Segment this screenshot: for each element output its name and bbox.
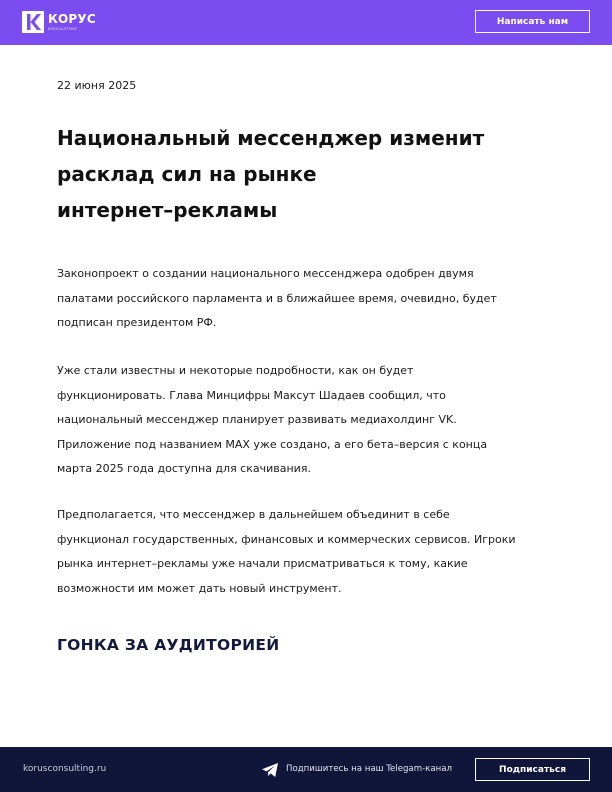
paragraph-line: возможности им может дать новый инструмент.	[57, 581, 342, 595]
contact-us-button[interactable]: Написать нам	[475, 10, 590, 33]
paragraph-line: Предполагается, что мессенджер в дальнейшем объединит в себе	[57, 508, 450, 521]
korus-logo[interactable]	[22, 11, 96, 33]
paragraph-line: функционировать. Глава Минцифры Максут Шадаев сообщил, что	[57, 388, 446, 402]
logo-name: КОРУС	[48, 12, 96, 26]
article-paragraph	[57, 262, 557, 336]
article-paragraph	[57, 503, 557, 601]
telegram-subscribe-text[interactable]: Подпишитесь на наш Telegam-канал	[286, 764, 453, 774]
title-line: интернет–рекламы	[57, 198, 278, 222]
paragraph-line: Уже стали известны и некоторые подробности, как он будет	[57, 364, 414, 377]
article-title	[57, 120, 557, 228]
title-line: расклад сил на рынке	[57, 162, 317, 186]
paragraph-line: функционал государственных, финансовых и коммерческих сервисов. Игроки	[57, 532, 516, 546]
logo-subtitle: КОНСАЛТИНГ	[48, 26, 78, 31]
title-line: Национальный мессенджер изменит	[57, 126, 485, 150]
paragraph-line: марта 2025 года доступна для скачивания.	[57, 462, 311, 475]
paragraph-line: Приложение под названием MAX уже создано, а его бета–версия с конца	[57, 437, 488, 451]
paragraph-line: подписан президентом РФ.	[57, 316, 217, 329]
paragraph-line: национальный мессенджер планирует развивать медиахолдинг VK.	[57, 413, 457, 426]
paragraph-line: рынка интернет–рекламы уже начали присматриваться к тому, какие	[57, 557, 468, 570]
paragraph-line: Законопроект о создании национального мессенджера одобрен двумя	[57, 267, 474, 280]
website-link[interactable]: korusconsulting.ru	[23, 764, 107, 774]
telegram-plane-icon[interactable]	[262, 763, 278, 777]
bottom-bar	[0, 747, 612, 792]
article-paragraph	[57, 359, 557, 482]
paragraph-line: палатами российского парламента и в ближайшее время, очевидно, будет	[57, 291, 497, 305]
korus-logo-icon	[22, 11, 44, 33]
article-date: 22 июня 2025	[57, 79, 137, 92]
subscribe-button[interactable]: Подписаться	[475, 758, 590, 781]
top-bar	[0, 0, 612, 45]
section-heading: ГОНКА ЗА АУДИТОРИЕЙ	[57, 636, 280, 654]
